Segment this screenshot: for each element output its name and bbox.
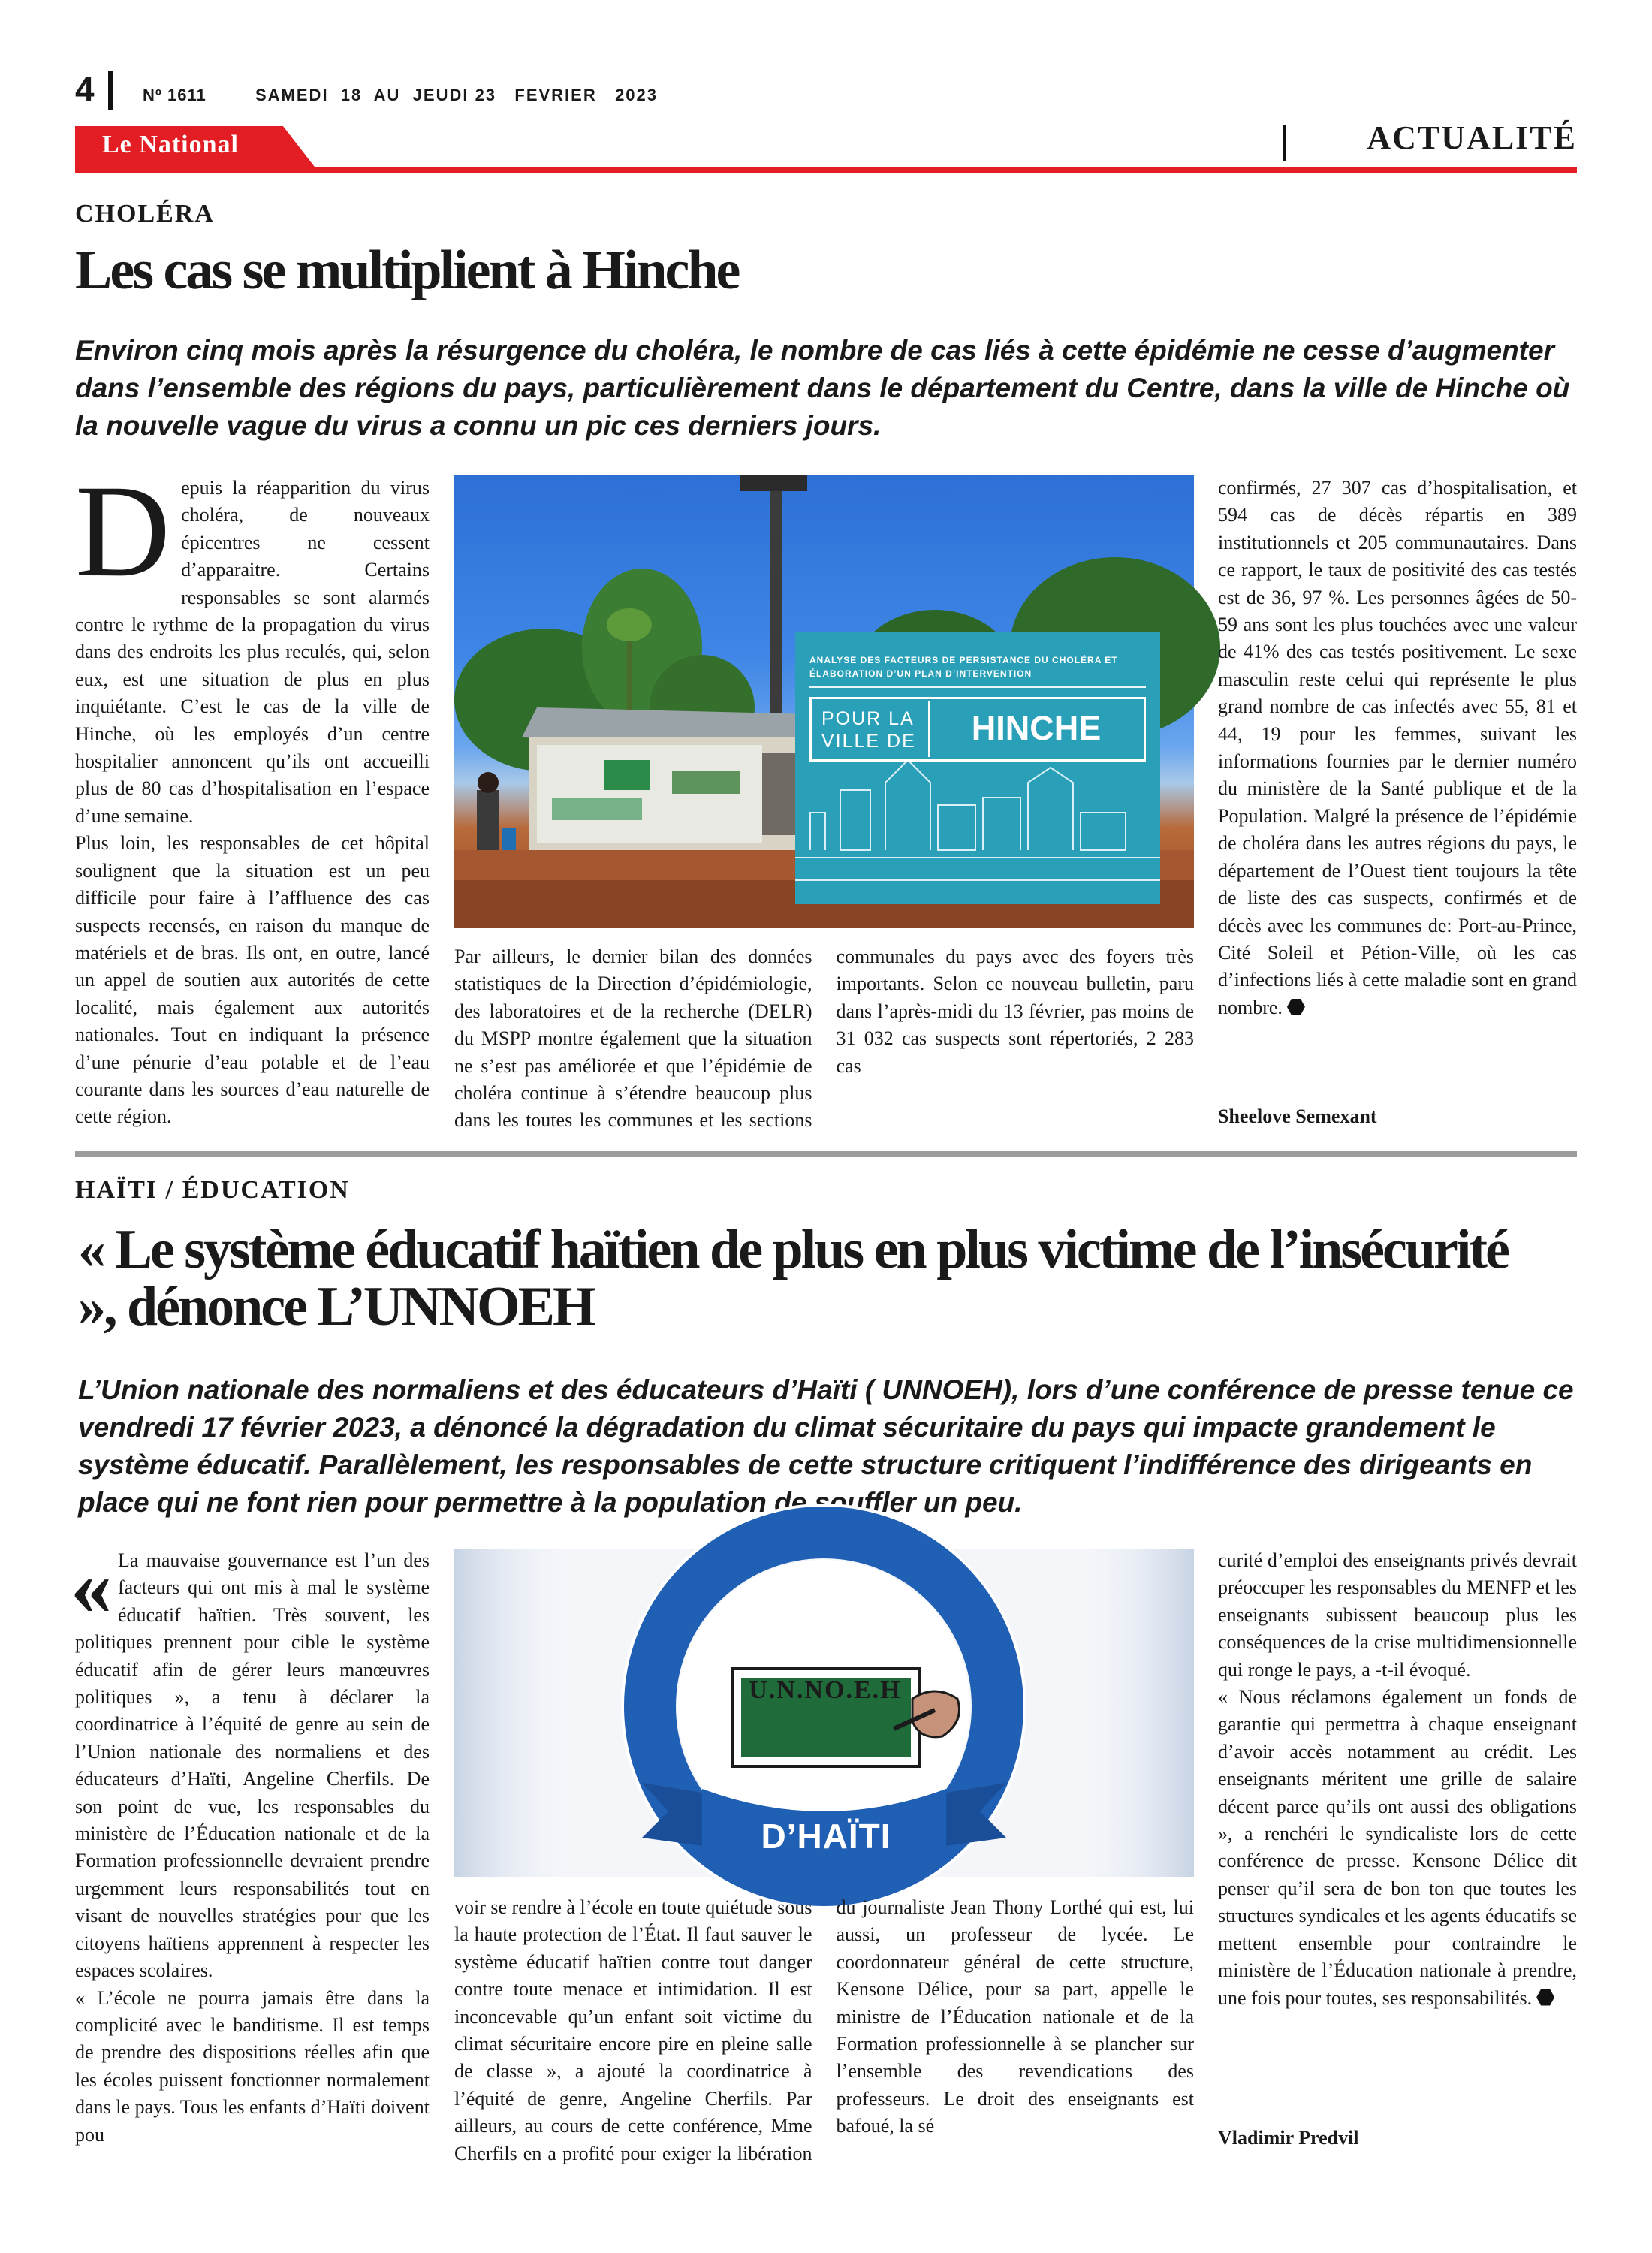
cover-title-divider (928, 701, 930, 757)
article2-kicker: HAÏTI / ÉDUCATION (75, 1176, 350, 1204)
article1-paragraph-4: confirmés, 27 307 cas d’hospitalisation, et 594 cas de décès répartis en 389 institutionnels et 205 communautaires. Dans ce rapport, le taux de positivité des cas testés est de 36, 97 %. Les personnes âgées de 50-59 ans sont les plus touchées avec une valeur de 41% des cas testés positivement. Le sexe masculin reste celui qui représente le plus grand nombre de cas infectés avec 55, 81 et 44, 19 pour les femmes, suivant les informations fournies par le dernier numéro du ministère de la Santé publique et de la Population. Malgré la présence de l’épidémie de choléra dans les autres régions du pays, le département de l’Ouest tient toujours la tête de liste des cas suspects, confirmés et de décès avec les communes de: Port-au-Prince, Cité Soleil et Pétion-Ville, où les cas d’infections liés à cette maladie sont en grand nombre. (1218, 477, 1577, 1018)
article1-paragraph-2: Plus loin, les responsables de cet hôpital soulignent que la situation est un peu difficile pour faire à l’affluence des cas suspects recensés, en raison du manque de matériels et de bras. Ils ont, en outre, lancé un appel de soutien aux autorités de cette localité, mais également aux autorités nationales. Tout en indiquant la présence d’une pénurie d’eau potable et de l’eau courante dans les sources d’eau naturelle de cette région. (75, 832, 430, 1128)
article1-kicker: CHOLÉRA (75, 200, 215, 228)
logo-chalkboard-text: U.N.NO.E.H (749, 1676, 902, 1704)
article2-paragraph-5: « Nous réclamons également un fonds de garantie qui permettra à chaque enseignant d’avoir accès notamment au crédit. Les enseignants méritent une grille de salaire décent parce qu’ils ont aussi des obligations », a renchéri le syndicaliste lors de cette conférence de presse. Kensone Délice dit penser qu’il sera de bon ton que toutes les structures syndicales et les agents éducatifs se mettent ensemble pour contraindre le ministère de l’Éducation nationale à prendre, une fois pour toutes, ses responsabilités. (1218, 1686, 1577, 2009)
article1-dropcap: D (75, 458, 171, 605)
cover-city-name: HINCHE (971, 709, 1102, 747)
cover-rule (809, 686, 1146, 688)
article1-byline: Sheelove Semexant (1218, 1105, 1377, 1127)
article2-paragraph-1: La mauvaise gouvernance est l’un des facteurs qui ont mis à mal le système éducatif haïtien. Très souvent, les politiques prennent pour cible le système éducatif afin de gérer leurs manœuvres politiques », a tenu à déclarer la coordinatrice à l’équité de genre au sein de l’Union nationale des normaliens et des éducateurs d’Haïti, Angeline Cherfils. De son point de vue, les responsables du ministère de l’Éducation nationale et de la Formation professionnelle devraient prendre urgemment leurs responsabilités tout en visant de nouvelles stratégies pour que les citoyens haïtiens apprennent à respecter les espaces scolaires. (75, 1549, 430, 1982)
article2-paragraph-4: curité d’emploi des enseignants privés devrait préoccuper les responsables du MENFP et les enseignants subissent beaucoup plus les conséquences de la crise multidimensionnelle qui ronge le pays, a -t-il évoqué. (1218, 1549, 1577, 1681)
article2-paragraph-2: « L’école ne pourra jamais être dans la complicité avec le banditisme. Il est temps de prendre des dispositions réelles afin que les écoles puissent fonctionner normalement dans le pays. Tous les enfants d’Haïti doivent pou (75, 1986, 430, 2146)
article2-column-4 (1218, 1547, 1577, 2118)
cover-pour-la-ville: POUR LA VILLE DE (821, 708, 916, 752)
section-name: ACTUALITÉ (1367, 119, 1577, 156)
issue-date: SAMEDI 18 AU JEUDI 23 FEVRIER 2023 (255, 86, 659, 104)
article1-headline: Les cas se multiplient à Hinche (75, 240, 739, 301)
article-divider (75, 1151, 1577, 1157)
article2-paragraph-3: voir se rendre à l’école en toute quiétude sous la haute protection de l’État. Il faut sauver le système éducatif haïtien contre tout danger contre toute menace et intimidation. Il est inconcevable qu’un enfant soit victime du climat sécuritaire encore pire en pleine salle de classe », a ajouté la coordinatrice à l’équité de genre, Angeline Cherfils. Par ailleurs, au cours de cette conférence, Mme Cherfils en a profité pour exiger la libération du journaliste Jean Thony Lorthé qui est, lui aussi, un professeur de lycée. Le coordonnateur général de cette structure, Kensone Délice, pour sa part, appelle le ministre de l’Éducation nationale et de la Formation professionnelle à se plancher sur l’ensemble des revendications des professeurs. Le droit des enseignants est bafoué, la sé (454, 1896, 1194, 2164)
header-rule (75, 167, 1577, 173)
article2-quote-mark: « (71, 1540, 112, 1632)
section-separator (1283, 125, 1286, 161)
article2-columns-2-3 (454, 1894, 1194, 2178)
issue-number: Nº 1611 (143, 86, 206, 104)
logo-banner-text: D’HAÏTI (761, 1817, 891, 1856)
article1-column-1 (75, 458, 430, 1143)
article1-column-4 (1218, 475, 1577, 1084)
article2-column-1 (71, 1540, 430, 2178)
article2-headline: « Le système éducatif haïtien de plus en plus victime de l’insécurité », dénonce L’UNNOEH (78, 1219, 1508, 1338)
article1-paragraph-3: Par ailleurs, le dernier bilan des données statistiques de la Direction d’épidémiologie, des laboratoires et de la recherche (DELR) du MSPP montre également que la situation ne s’est pas améliorée et que l’épidémie de choléra continue à s’étendre beaucoup plus dans les toutes les communes et les sections communales du pays avec des foyers très importants. Selon ce nouveau bulletin, paru dans l’après-midi du 13 février, pas moins de 31 032 cas suspects sont répertoriés, 2 283 cas (454, 946, 1194, 1132)
end-mark-icon (1536, 1989, 1554, 2006)
page-number-separator (108, 71, 113, 110)
article2-byline: Vladimir Predvil (1218, 2127, 1359, 2149)
page-number: 4 (75, 70, 95, 109)
cover-subtitle: ANALYSE DES FACTEURS DE PERSISTANCE DU CHOLÉRA ET ÉLABORATION D’UN PLAN D’INTERVENTION (809, 655, 1118, 679)
end-mark-icon (1287, 999, 1305, 1015)
article1-lede: Environ cinq mois après la résurgence du choléra, le nombre de cas liés à cette épidémie ne cesse d’augmenter dans l’ensemble des régions du pays, particulièrement dans le département du Centre, dans la ville de Hinche où la nouvelle vague du virus a connu un pic ces derniers jours. (75, 335, 1570, 441)
newspaper-name: Le National (102, 131, 239, 158)
article2-lede: L’Union nationale des normaliens et des éducateurs d’Haïti ( UNNOEH), lors d’une conférence de presse tenue ce vendredi 17 février 2023, a dénoncé la dégradation du climat sécuritaire du pays qui impacte grandement le système éducatif. Parallèlement, les responsables de cette structure critiquent l’indifférence des dirigeants en place qui ne font rien pour permettre à la population de souffler un peu. (78, 1374, 1574, 1518)
article1-columns-2-4 (454, 943, 1194, 1143)
article1-paragraph-1: epuis la réapparition du virus choléra, de nouveaux épicentres ne cessent d’apparaitre. Certains responsables se sont alarmés contre le rythme de la propagation du virus dans des endroits les plus reculés, qui, selon eux, est une situation de plus en plus inquiétante. C’est le cas de la ville de Hinche, où les employés d’un centre hospitalier annoncent qu’ils ont accueilli plus de 80 cas d’hospitalisation en l’espace d’une semaine. (75, 477, 430, 827)
